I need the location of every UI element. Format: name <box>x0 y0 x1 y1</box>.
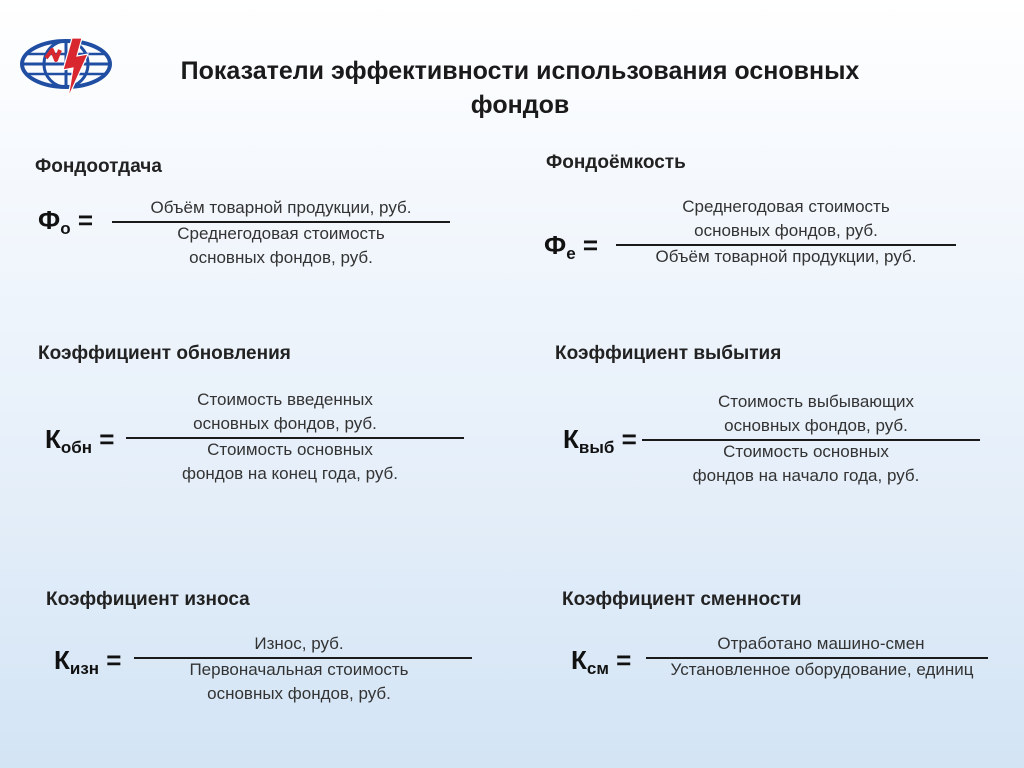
denominator-iznos <box>134 658 464 706</box>
formula-lhs-obnovlenie <box>45 424 114 458</box>
title-line-2: фондов <box>470 91 570 119</box>
numerator-smennost <box>646 632 996 656</box>
denominator-line: Стоимость основных <box>207 440 373 459</box>
denominator-line: основных фондов, руб. <box>189 248 373 267</box>
numerator-line: Объём товарной продукции, руб. <box>150 198 412 217</box>
numerator-obnovlenie <box>140 388 430 436</box>
title-line-1: Показатели эффективности использования основных <box>180 57 860 85</box>
lhs-symbol: Ф <box>38 205 61 235</box>
formula-lhs-vybytie <box>563 424 637 458</box>
equals-sign: = <box>616 645 632 675</box>
denominator-fondootdacha <box>112 222 450 270</box>
numerator-vybytie <box>656 390 976 438</box>
formula-lhs-iznos <box>54 645 121 679</box>
formula-lhs-smennost <box>571 645 631 679</box>
denominator-fondoemkost <box>616 245 956 269</box>
label-smennost: Коэффициент сменности <box>562 589 802 610</box>
label-iznos: Коэффициент износа <box>46 589 250 610</box>
lhs-symbol: К <box>563 424 579 454</box>
numerator-fondoemkost <box>616 195 956 243</box>
lhs-symbol: К <box>54 645 70 675</box>
page-title <box>125 54 915 122</box>
denominator-line: Первоначальная стоимость <box>189 660 409 679</box>
lhs-subscript: выб <box>578 438 615 457</box>
lhs-subscript: изн <box>69 659 100 678</box>
denominator-line: фондов на конец года, руб. <box>181 464 399 483</box>
numerator-line: Износ, руб. <box>254 634 344 653</box>
numerator-line: основных фондов, руб. <box>694 221 878 240</box>
label-obnovlenie: Коэффициент обновления <box>38 343 291 364</box>
lhs-subscript: см <box>586 659 609 678</box>
numerator-fondootdacha <box>112 196 450 220</box>
label-fondootdacha: Фондоотдача <box>35 156 162 177</box>
denominator-line: Среднегодовая стоимость <box>177 224 385 243</box>
denominator-line: основных фондов, руб. <box>207 684 391 703</box>
numerator-line: Стоимость введенных <box>197 390 373 409</box>
label-vybytie: Коэффициент выбытия <box>555 343 782 364</box>
lhs-symbol: К <box>45 424 61 454</box>
numerator-line: Стоимость выбывающих <box>717 392 915 411</box>
equals-sign: = <box>106 645 122 675</box>
numerator-line: Отработано машино-смен <box>717 634 925 653</box>
lhs-subscript: о <box>60 219 71 238</box>
lhs-symbol: К <box>571 645 587 675</box>
denominator-line: Объём товарной продукции, руб. <box>655 247 917 266</box>
globe-lightning-logo-icon <box>16 34 122 100</box>
formula-lhs-fondootdacha <box>38 205 93 239</box>
numerator-line: основных фондов, руб. <box>724 416 908 435</box>
lhs-symbol: Ф <box>544 230 567 260</box>
equals-sign: = <box>99 424 115 454</box>
denominator-smennost <box>646 658 998 682</box>
numerator-iznos <box>134 632 464 656</box>
numerator-line: Среднегодовая стоимость <box>682 197 890 216</box>
lhs-subscript: е <box>566 244 576 263</box>
denominator-obnovlenie <box>140 438 440 486</box>
equals-sign: = <box>582 230 599 260</box>
denominator-line: Установленное оборудование, единиц <box>670 660 974 679</box>
numerator-line: основных фондов, руб. <box>193 414 377 433</box>
lhs-subscript: обн <box>60 438 93 457</box>
equals-sign: = <box>621 424 637 454</box>
equals-sign: = <box>77 205 94 235</box>
label-fondoemkost: Фондоёмкость <box>546 152 686 173</box>
denominator-line: фондов на начало года, руб. <box>692 466 920 485</box>
denominator-line: Стоимость основных <box>723 442 889 461</box>
formula-lhs-fondoemkost <box>544 230 598 264</box>
denominator-vybytie <box>656 440 956 488</box>
